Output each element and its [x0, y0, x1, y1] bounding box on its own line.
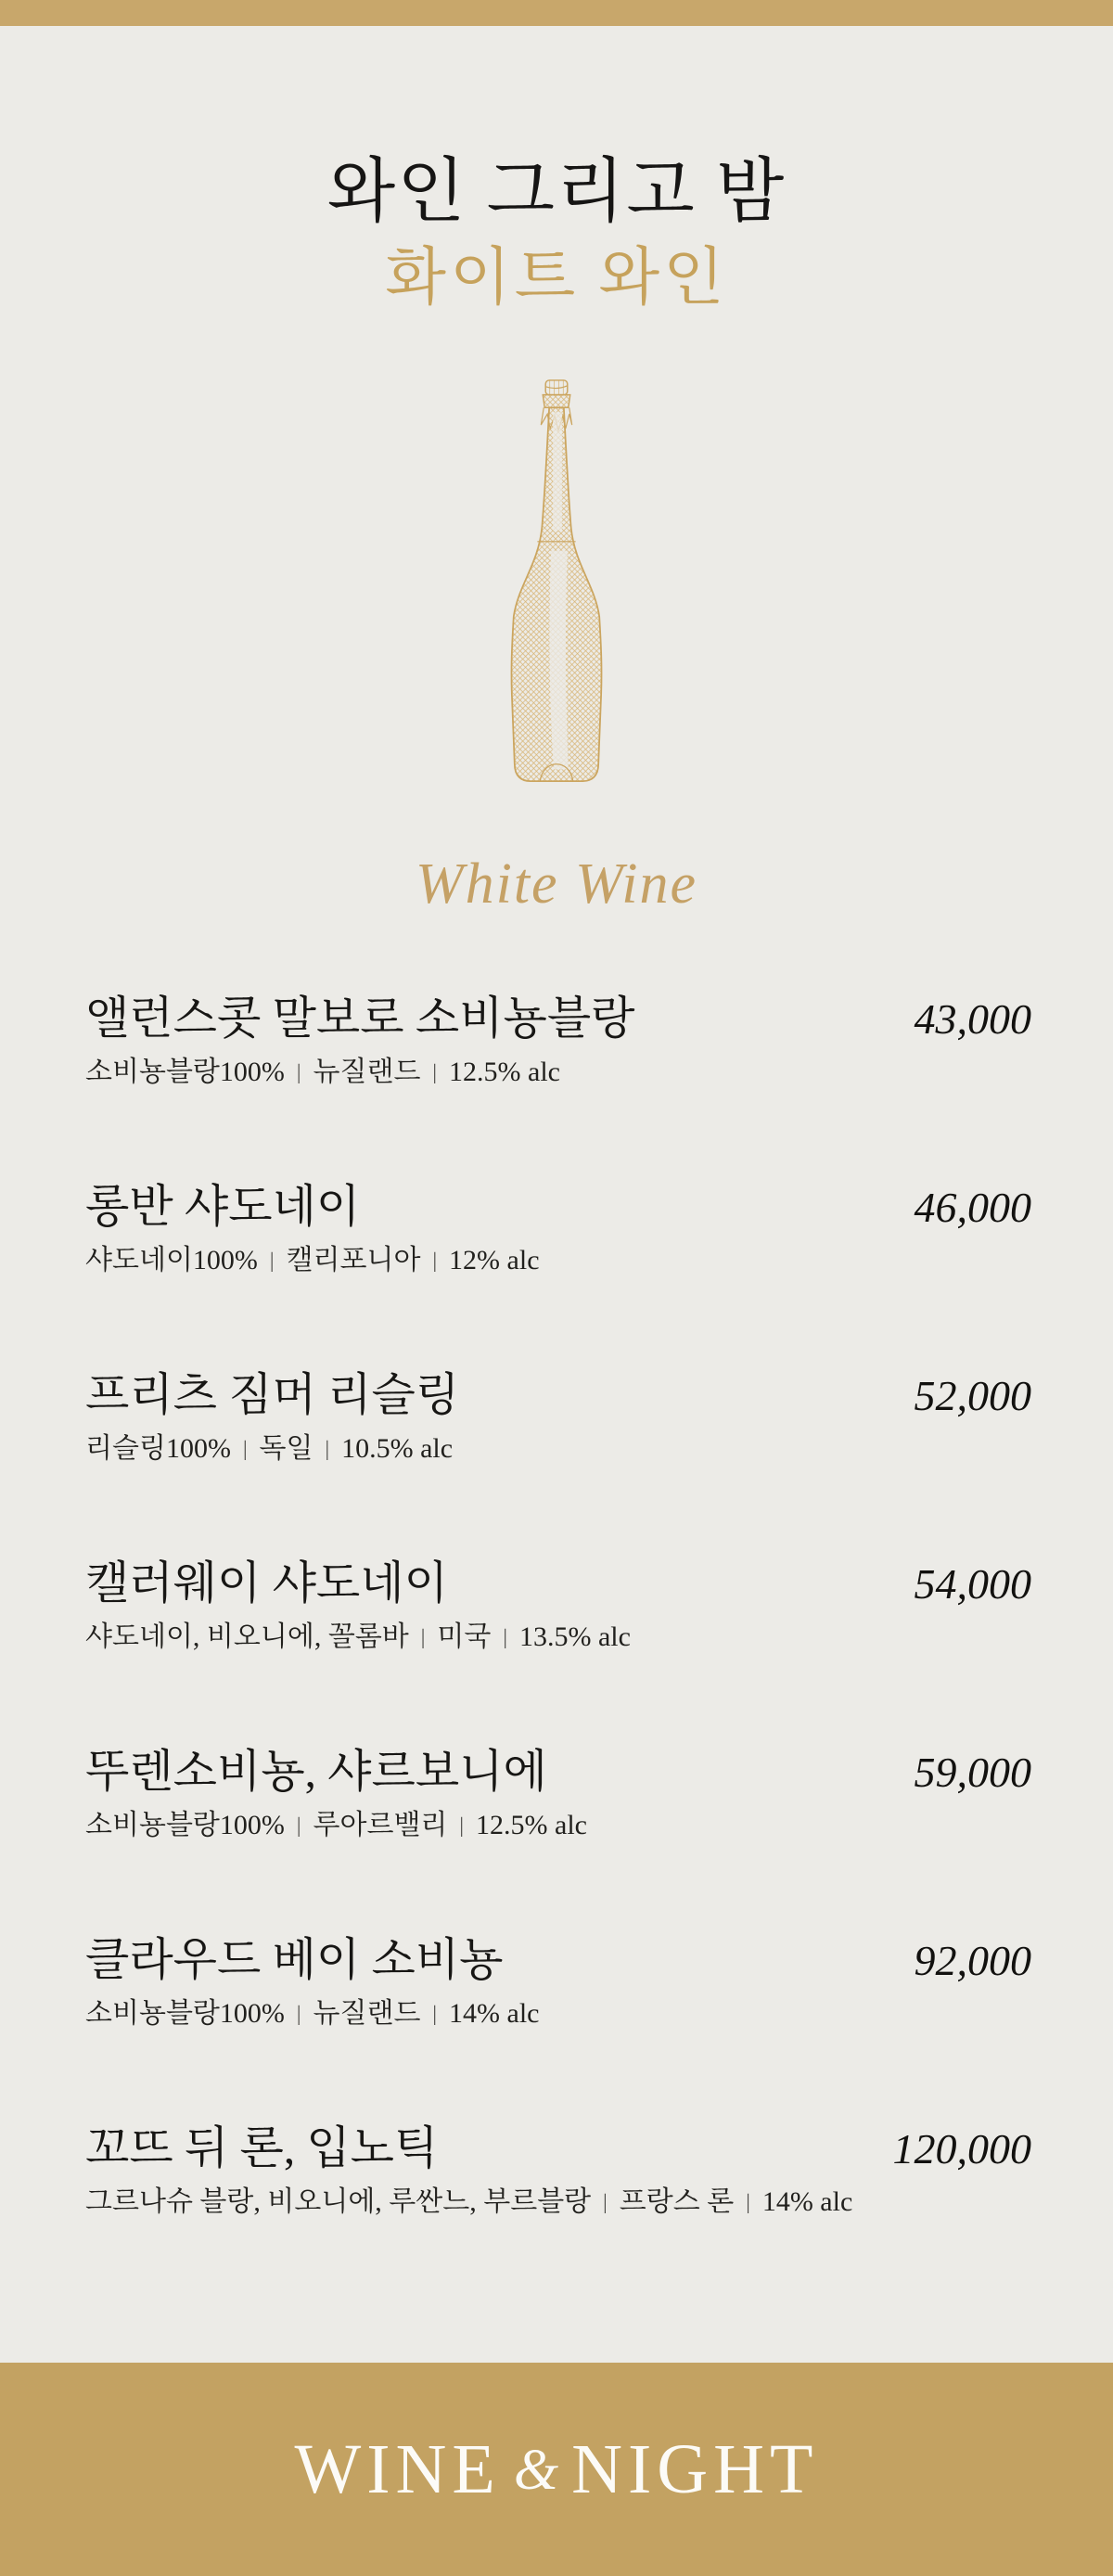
divider-bar: | [432, 1059, 438, 1083]
wine-price: 43,000 [914, 994, 1031, 1043]
divider-bar: | [325, 1436, 330, 1460]
bottle-illustration [0, 378, 1113, 788]
wine-details [85, 1057, 1031, 1087]
wine-grape: 리슬링100% [85, 1432, 231, 1464]
menu-item [85, 1933, 1031, 2029]
wine-name: 프리츠 짐머 리슬링 [85, 1368, 460, 1420]
wine-grape: 소비뇽블랑100% [85, 1056, 285, 1087]
wine-alcohol: 14% alc [449, 1997, 540, 2029]
wine-region: 뉴질랜드 [313, 1056, 421, 1087]
wine-name: 롱반 샤도네이 [85, 1180, 361, 1232]
wine-alcohol: 13.5% alc [518, 1621, 631, 1652]
wine-grape: 샤도네이, 비오니에, 꼴롬바 [85, 1621, 409, 1652]
divider-bar: | [242, 1436, 248, 1460]
divider-bar: | [459, 1813, 465, 1837]
wine-region: 미국 [437, 1621, 492, 1652]
wine-details [85, 1810, 1031, 1840]
divider-bar: | [296, 2001, 301, 2025]
wine-price: 59,000 [914, 1748, 1031, 1796]
wine-list [0, 992, 1113, 2217]
page-title: 와인 그리고 밤 [326, 153, 787, 231]
wine-alcohol: 10.5% alc [341, 1432, 454, 1464]
divider-bar: | [432, 2001, 438, 2025]
divider-bar: | [296, 1813, 301, 1837]
wine-alcohol: 14% alc [761, 2185, 853, 2217]
wine-alcohol: 12% alc [449, 1244, 540, 1275]
wine-grape: 소비뇽블랑100% [85, 1809, 285, 1840]
top-gold-strip [0, 0, 1113, 26]
menu-item [85, 992, 1031, 1087]
menu-header [0, 153, 1113, 313]
wine-price: 92,000 [914, 1936, 1031, 1984]
menu-item [85, 1180, 1031, 1275]
wine-name: 꼬뜨 뒤 론, 입노틱 [85, 2121, 439, 2173]
menu-item [85, 1368, 1031, 1464]
brand-ampersand: & [513, 2438, 559, 2502]
divider-bar: | [603, 2189, 608, 2213]
wine-region: 캘리포니아 [286, 1244, 421, 1275]
divider-bar: | [746, 2189, 750, 2213]
divider-bar: | [296, 1059, 301, 1083]
wine-region: 프랑스 론 [619, 2185, 735, 2217]
menu-item [85, 1745, 1031, 1840]
wine-alcohol: 12.5% alc [449, 1056, 560, 1087]
divider-bar: | [503, 1624, 507, 1648]
wine-details [85, 1998, 1031, 2029]
wine-price: 120,000 [892, 2124, 1031, 2172]
page-subtitle: 화이트 와인 [385, 241, 728, 313]
wine-details [85, 1245, 1031, 1275]
wine-details [85, 1621, 1031, 1652]
wine-alcohol: 12.5% alc [476, 1809, 587, 1840]
wine-name: 클라우드 베이 소비뇽 [85, 1933, 504, 1985]
wine-region: 루아르밸리 [313, 1809, 448, 1840]
wine-region: 뉴질랜드 [313, 1997, 421, 2029]
brand-word-wine: WINE [294, 2429, 501, 2508]
footer-band [0, 2363, 1113, 2576]
champagne-bottle-icon [492, 378, 621, 788]
wine-grape: 그르나슈 블랑, 비오니에, 루싼느, 부르블랑 [85, 2185, 592, 2217]
wine-price: 46,000 [914, 1183, 1031, 1231]
divider-bar: | [420, 1624, 426, 1648]
menu-item [85, 1557, 1031, 1652]
wine-details [85, 2186, 1031, 2217]
section-label: White Wine [415, 852, 698, 916]
wine-grape: 소비뇽블랑100% [85, 1997, 285, 2029]
wine-name: 뚜렌소비뇽, 샤르보니에 [85, 1745, 547, 1797]
wine-name: 앨런스콧 말보로 소비뇽블랑 [85, 992, 635, 1044]
divider-bar: | [269, 1248, 275, 1272]
wine-price: 54,000 [914, 1559, 1031, 1608]
wine-price: 52,000 [914, 1371, 1031, 1419]
brand-logo-text [295, 2429, 819, 2510]
menu-item [85, 2121, 1031, 2217]
wine-name: 캘러웨이 샤도네이 [85, 1557, 448, 1608]
divider-bar: | [432, 1248, 438, 1272]
wine-details [85, 1433, 1031, 1464]
wine-region: 독일 [259, 1432, 313, 1464]
brand-word-night: NIGHT [571, 2429, 819, 2508]
wine-grape: 샤도네이100% [85, 1244, 258, 1275]
